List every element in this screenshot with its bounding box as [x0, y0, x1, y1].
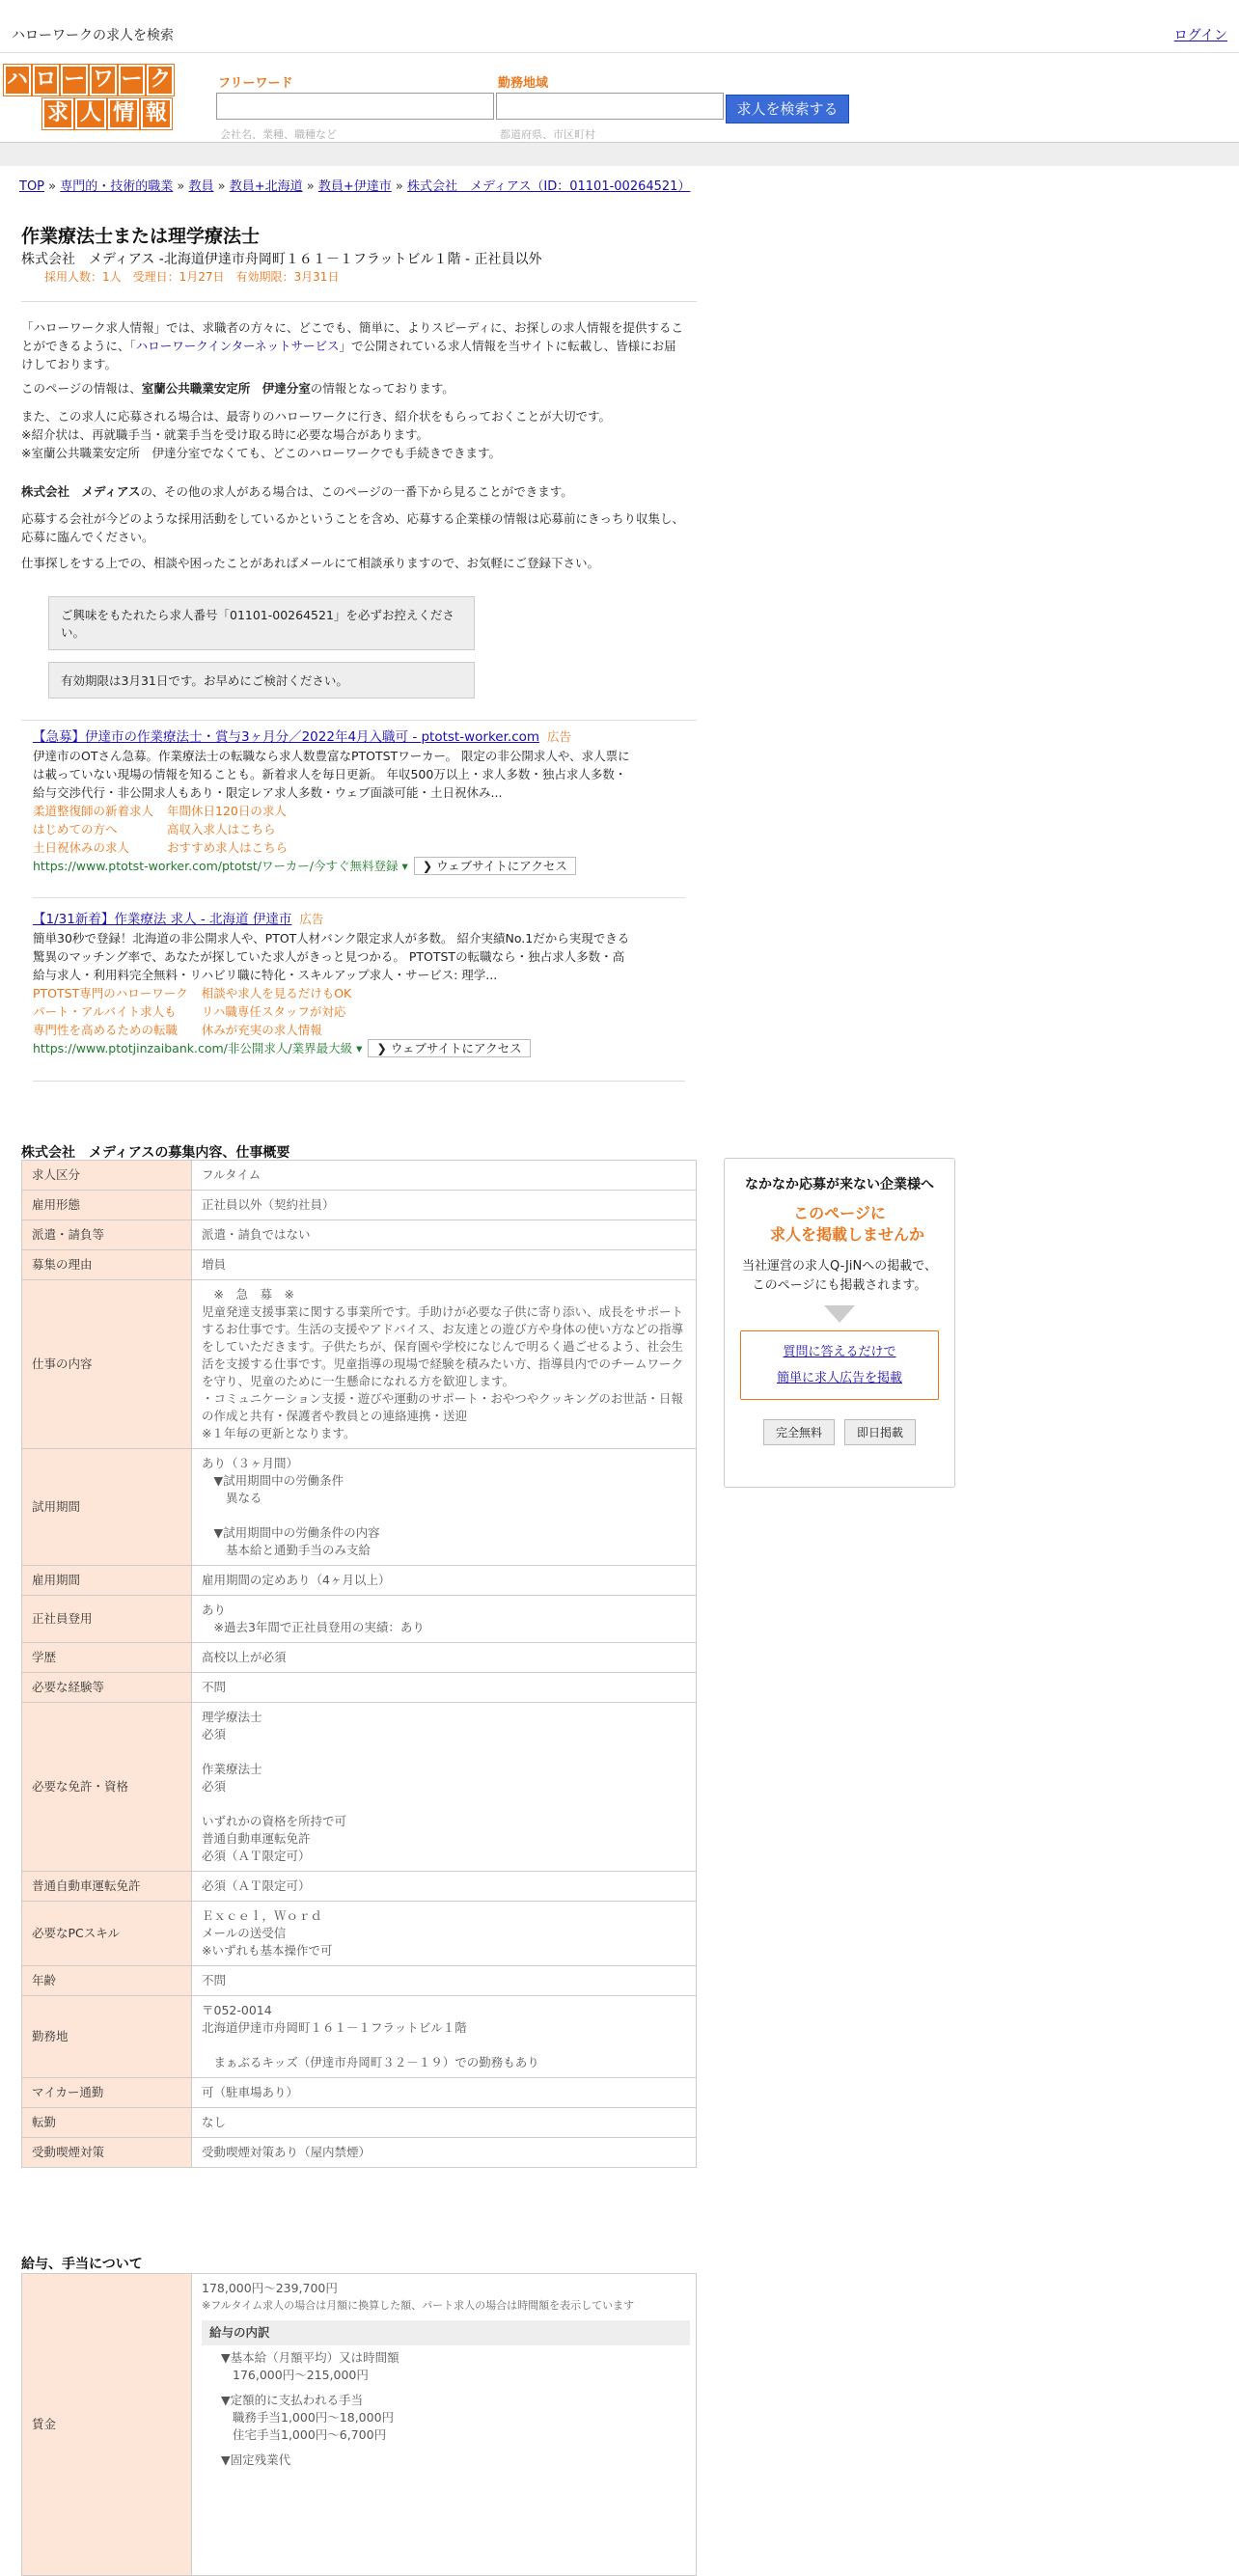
row-key: 転勤 [22, 2108, 192, 2138]
keyword-label: フリーワード [218, 76, 293, 91]
keyword-hint: 会社名、業種、職種など [220, 128, 337, 141]
fixed-overtime-label: ▼固定残業代 [221, 2453, 291, 2467]
row-key: 必要な免許・資格 [22, 1703, 192, 1872]
ad-block-1: 【急募】伊達市の作業療法士・賞与3ヶ月分／2022年4月入職可 - ptotst-worker.com 広告 伊達市のOTさん急募。作業療法士の転職なら求人数豊富なPTOTSTワーカー。 限定の非公開求人や、求人票には載っていない現場の情報を知ることも。新着求人を毎日更新。 年収500万以上・求人多数・独占求人多数・給与交渉代行・非公開求人もあり・限定レア求人多数・ウェブ面談可能・土日祝休み... 柔道整復師の新着求人 年間休日120日の求人 はじめての方へ 高収入求人はこちら 土日祝休みの求人 おすすめ求人はこちら https://www.ptotst-worker.com/ptotst/ワーカー/今すぐ無料登録 ▾ ❯ ウェブサイトにアクセス [33, 729, 630, 873]
breadcrumb-link[interactable]: 教員+北海道 [229, 179, 303, 194]
ad-title-link[interactable]: 【急募】伊達市の作業療法士・賞与3ヶ月分／2022年4月入職可 - ptotst-worker.com [33, 729, 540, 745]
breadcrumb-link[interactable]: 株式会社 メディアス（ID：01101-00264521） [406, 179, 691, 194]
breadcrumb-separator: » [213, 179, 230, 194]
visit-website-button[interactable]: ❯ ウェブサイトにアクセス [368, 1039, 530, 1057]
row-value: あり ※過去3年間で正社員登用の実績：あり [192, 1596, 697, 1643]
area-hint: 都道府県、市区町村 [500, 128, 595, 141]
ad-tag: 広告 [547, 729, 572, 744]
fixed-allowance-value: 職務手当1,000円〜18,000円 住宅手当1,000円〜6,700円 [233, 2410, 395, 2442]
logo-char: ー [61, 65, 88, 96]
table-row [22, 1596, 697, 1643]
intro-paragraph-3: また、この求人に応募される場合は、最寄りのハローワークに行き、紹介状をもらっておくことが大切です。 ※紹介状は、再就職手当・就業手当を受け取る時に必要な場合があります。 ※室蘭公共職業安定所 伊達分室でなくても、どこのハローワークでも手続きできます。 [21, 409, 612, 460]
job-number-notice: ご興味をもたれたら求人番号「01101-00264521」を必ずお控えください。 [48, 596, 475, 650]
row-value: 派遣・請負ではない [192, 1220, 697, 1250]
ad-sitelink[interactable]: 専門性を高めるための転職 [33, 1023, 179, 1037]
ad-title-link[interactable]: 【1/31新着】作業療法 求人 - 北海道 伊達市 [33, 912, 292, 927]
row-value: 正社員以外（契約社員） [192, 1191, 697, 1220]
table-row [22, 2078, 697, 2108]
ad-tag: 広告 [299, 912, 324, 926]
logo-char: 情 [108, 98, 139, 129]
row-key: 年齢 [22, 1966, 192, 1996]
hellowork-logo[interactable] [4, 65, 174, 132]
base-salary-value: 176,000円〜215,000円 [233, 2368, 369, 2382]
row-key: 学歴 [22, 1643, 192, 1673]
row-value: 不問 [192, 1966, 697, 1996]
table-row [22, 1191, 697, 1220]
details-table [21, 1160, 697, 2168]
row-value: 必須（ＡＴ限定可） [192, 1872, 697, 1902]
promo-headline: このページに 求人を掲載しませんか [769, 1204, 924, 1244]
table-row [22, 1902, 697, 1966]
divider [33, 1081, 685, 1082]
ad-url[interactable]: https://www.ptotjinzaibank.com/非公開求人/業界最大級 [33, 1041, 353, 1055]
table-row [22, 1872, 697, 1902]
row-value: 可（駐車場あり） [192, 2078, 697, 2108]
header-divider [0, 142, 1239, 166]
breadcrumb-link[interactable]: 教員 [188, 179, 214, 194]
ad-body: 簡単30秒で登録！北海道の非公開求人や、PTOT人材バンク限定求人が多数。 紹介実績No.1だから実現できる驚異のマッチング率で、あなたが探していた求人がきっと見つかる。 PTOTSTの転職なら・独占求人多数・高給与求人・利用料完全無料・リハビリ職に特化・スキルアップ求人・サービス: 理学... [33, 931, 630, 982]
table-row [22, 1280, 697, 1449]
table-row [22, 1161, 697, 1191]
area-input[interactable] [496, 93, 724, 120]
table-row [22, 1673, 697, 1703]
table-row [22, 1996, 697, 2078]
breadcrumb-separator: » [44, 179, 61, 194]
logo-char: ワ [90, 65, 117, 96]
row-value: あり（３ヶ月間） ▼試用期間中の労働条件 異なる ▼試用期間中の労働条件の内容 基本給と通勤手当のみ支給 [192, 1449, 697, 1566]
row-value: 高校以上が必須 [192, 1643, 697, 1673]
breadcrumb-link[interactable]: TOP [19, 179, 45, 194]
ad-body: 伊達市のOTさん急募。作業療法士の転職なら求人数豊富なPTOTSTワーカー。 限定の非公開求人や、求人票には載っていない現場の情報を知ることも。新着求人を毎日更新。 年収500万以上・求人多数・独占求人多数・給与交渉代行・非公開求人もあり・限定レア求人多数・ウェブ面談可能・土日祝休み... [33, 749, 630, 800]
row-key: 正社員登用 [22, 1596, 192, 1643]
breadcrumb-separator: » [173, 179, 189, 194]
ad-sitelink[interactable]: はじめての方へ [33, 822, 118, 836]
promo-link-post-ad[interactable]: 簡単に求人広告を掲載 [776, 1371, 902, 1385]
ad-sitelinks [33, 802, 631, 857]
row-value: フルタイム [192, 1161, 697, 1191]
row-key: マイカー通勤 [22, 2078, 192, 2108]
details-title: 株式会社 メディアスの募集内容、仕事概要 [21, 1145, 290, 1161]
ad-sitelink[interactable]: リハ職専任スタッフが対応 [201, 1004, 346, 1019]
row-value: 理学療法士 必須 作業療法士 必須 いずれかの資格を所持で可 普通自動車運転免許 必須（ＡＴ限定可） [192, 1703, 697, 1872]
base-salary-label: ▼基本給（月額平均）又は時間額 [221, 2350, 399, 2365]
row-value: なし [192, 2108, 697, 2138]
salary-title: 給与、手当について [21, 2257, 143, 2272]
row-key: 試用期間 [22, 1449, 192, 1566]
ad-url[interactable]: https://www.ptotst-worker.com/ptotst/ワーカー/今すぐ無料登録 [33, 859, 399, 873]
intro-paragraph-4: 株式会社 メディアスの、その他の求人がある場合は、このページの一番下から見ることができます。 [21, 484, 573, 499]
row-key: 受動喫煙対策 [22, 2138, 192, 2168]
row-value: Ｅｘｃｅｌ，Ｗｏｒｄ メールの送受信 ※いずれも基本操作で可 [192, 1902, 697, 1966]
row-value: 不問 [192, 1673, 697, 1703]
table-row [22, 1643, 697, 1673]
table-row [22, 1449, 697, 1566]
ad-sitelink[interactable]: 土日祝休みの求人 [33, 840, 130, 855]
row-value: 受動喫煙対策あり（屋内禁煙） [192, 2138, 697, 2168]
ad-sitelink[interactable]: 年間休日120日の求人 [167, 804, 287, 818]
expiry-notice: 有効期限は3月31日です。お早めにご検討ください。 [48, 662, 475, 699]
login-link[interactable]: ログイン [1173, 28, 1227, 43]
same-day-badge[interactable]: 即日掲載 [844, 1419, 916, 1445]
divider [21, 301, 697, 302]
table-row [22, 1220, 697, 1250]
promo-link-questions[interactable]: 質問に答えるだけで [783, 1345, 896, 1359]
row-value: 増員 [192, 1250, 697, 1280]
logo-char: ー [119, 65, 146, 96]
row-value: 雇用期間の定めあり（4ヶ月以上） [192, 1566, 697, 1596]
row-key: 仕事の内容 [22, 1280, 192, 1449]
area-label: 勤務地域 [498, 76, 549, 91]
logo-char: ロ [33, 65, 60, 96]
row-key: 求人区分 [22, 1161, 192, 1191]
row-key: 勤務地 [22, 1996, 192, 2078]
salary-note: ※フルタイム求人の場合は月額に換算した額、パート求人の場合は時間額を表示しています [202, 2299, 635, 2312]
row-value: ※ 急 募 ※ 児童発達支援事業に関する事業所です。手助けが必要な子供に寄り添い、成長をサポートするお仕事です。生活の支援やアドバイス、お友達との遊び方や身体の使い方などの指導をしていただきます。子供たちが、保育園や学校になじんで明るく過ごせるよう、社会生活を支援する仕事です。児童指導の現場で経験を積みたい方、指導員内でのチームワークを守り、児童のために一生懸命になれる方を歓迎します。 ・コミュニケーション支援・遊びや運動のサポート・おやつやクッキングのお世話・日報の作成と共有・保護者や教員との連絡連携・送迎 ※１年毎の更新となります。 [192, 1280, 697, 1449]
row-key: 必要な経験等 [22, 1673, 192, 1703]
ad-sitelink[interactable]: PTOTST専門のハローワーク [33, 986, 188, 1000]
ad-sitelink[interactable]: 休みが充実の求人情報 [201, 1023, 322, 1037]
search-button[interactable]: 求人を検索する [726, 95, 849, 123]
row-value: 〒052-0014 北海道伊達市舟岡町１６１－１フラットビル１階 まぁぶるキッズ（伊達市舟岡町３２－１９）での勤務もあり [192, 1996, 697, 2078]
promo-links [740, 1330, 939, 1400]
breadcrumb-separator: » [391, 179, 407, 194]
job-title: 作業療法士または理学療法士 [21, 226, 261, 247]
fixed-allowance-label: ▼定額的に支払われる手当 [221, 2393, 364, 2407]
job-subtitle: 株式会社 メディアス -北海道伊達市舟岡町１６１－１フラットビル１階 - 正社員以外 [21, 252, 542, 267]
hellowork-internet-link[interactable]: ハローワークインターネットサービス [135, 339, 340, 353]
row-key: 雇用期間 [22, 1566, 192, 1596]
row-key: 派遣・請負等 [22, 1220, 192, 1250]
logo-char: 求 [42, 98, 73, 129]
ad-sitelink[interactable]: 柔道整復師の新着求人 [33, 804, 154, 818]
table-row [22, 2138, 697, 2168]
divider [21, 720, 697, 721]
logo-char: 人 [75, 98, 106, 129]
table-row [22, 1250, 697, 1280]
advertise-promo [724, 1158, 955, 1488]
ad-sitelink[interactable]: 相談や求人を見るだけもOK [201, 986, 352, 1000]
promo-heading: なかなか応募が来ない企業様へ [745, 1177, 934, 1192]
intro-paragraph-6: 仕事探しをする上での、相談や困ったことがあればメールにて相談承りますので、お気軽にご登録下さい。 [21, 556, 600, 570]
row-key: 募集の理由 [22, 1250, 192, 1280]
breadcrumb-link[interactable]: 教員+伊達市 [317, 179, 392, 194]
job-meta: 採用人数：1人 受理日：1月27日 有効期限：3月31日 [44, 270, 340, 284]
table-row [22, 1966, 697, 1996]
breadcrumb-separator: » [302, 179, 318, 194]
row-key: 必要なPCスキル [22, 1902, 192, 1966]
site-title: ハローワークの求人を検索 [12, 28, 174, 43]
intro-paragraph-2: このページの情報は、室蘭公共職業安定所 伊達分室の情報となっております。 [21, 381, 454, 396]
ad-sitelink[interactable]: おすすめ求人はこちら [167, 840, 289, 855]
logo-char: ク [147, 65, 174, 96]
ad-block-2: 【1/31新着】作業療法 求人 - 北海道 伊達市 広告 簡単30秒で登録！北海道の非公開求人や、PTOT人材バンク限定求人が多数。 紹介実績No.1だから実現できる驚異のマッチング率で、あなたが探していた求人がきっと見つかる。 PTOTSTの転職なら・独占求人多数・高給与求人・利用料完全無料・リハビリ職に特化・スキルアップ求人・サービス: 理学... PTOTST専門のハローワーク 相談や求人を見るだけもOK パート・アルバイト求人も リハ職専任スタッフが対応 専門性を高めるための転職 休みが充実の求人情報 https://www.ptotjinzaibank.com/非公開求人/業界最大級 ▾ ❯ ウェブサイトにアクセス [33, 912, 630, 1055]
ad-sitelink[interactable]: パート・アルバイト求人も [33, 1004, 177, 1019]
breadcrumb [19, 176, 690, 194]
promo-body: 当社運営の求人Q-JiNへの掲載で、 このページにも掲載されます。 [742, 1259, 937, 1293]
row-key: 普通自動車運転免許 [22, 1872, 192, 1902]
logo-char: ハ [4, 65, 31, 96]
keyword-input[interactable] [216, 93, 494, 120]
salary-range: 178,000円〜239,700円 [202, 2281, 338, 2295]
down-arrow-icon [824, 1305, 855, 1323]
intro-paragraph-1: 「ハローワーク求人情報」では、求職者の方々に、どこでも、簡単に、よりスピーディに、お探しの求人情報を提供することができるように、「ハローワークインターネットサービス」で公開されている求人情報を当サイトに転載し、皆様にお届けしております。 [21, 320, 684, 371]
intro-paragraph-5: 応募する会社が今どのような採用活動をしているかということを含め、応募する企業様の情報は応募前にきっちり収集し、応募に臨んでください。 [21, 511, 685, 544]
breadcrumb-link[interactable]: 専門的・技術的職業 [60, 179, 174, 194]
ad-sitelinks [33, 984, 631, 1039]
divider [33, 897, 685, 898]
logo-char: 報 [141, 98, 172, 129]
header [0, 53, 1239, 142]
table-row [22, 2274, 697, 2576]
table-row [22, 1566, 697, 1596]
table-row [22, 1703, 697, 1872]
free-badge[interactable]: 完全無料 [763, 1419, 835, 1445]
table-row [22, 2108, 697, 2138]
ad-sitelink[interactable]: 高収入求人はこちら [167, 822, 276, 836]
top-bar [0, 0, 1239, 53]
salary-breakdown-title: 給与の内訳 [202, 2320, 690, 2345]
row-key: 賃金 [22, 2274, 192, 2576]
salary-table [21, 2273, 697, 2576]
row-key: 雇用形態 [22, 1191, 192, 1220]
visit-website-button[interactable]: ❯ ウェブサイトにアクセス [414, 857, 576, 875]
